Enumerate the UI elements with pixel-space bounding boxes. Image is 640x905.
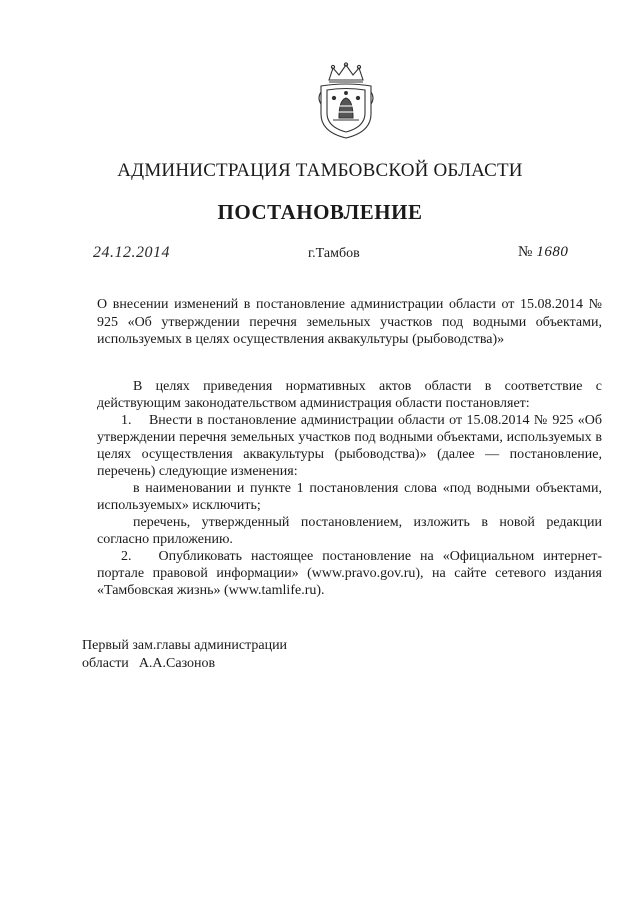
document-number-label: № — [518, 244, 533, 260]
signatory-position: Первый зам.главы администрации — [82, 638, 288, 653]
document-meta — [0, 244, 640, 266]
document-date: 24.12.2014 — [93, 244, 170, 261]
organization-name: АДМИНИСТРАЦИЯ ТАМБОВСКОЙ ОБЛАСТИ — [117, 160, 523, 181]
document-subject: О внесении изменений в постановление администрации области от 15.08.2014 № 925 «Об утверждении перечня земельных участков под водными объектами, используемых в целях осуществления аквакультуры (рыбоводства)» — [97, 297, 602, 347]
signatory-name: А.А.Сазонов — [138, 656, 216, 671]
document-body — [97, 378, 602, 599]
item-1-change-a: в наименовании и пункте 1 постановления слова «под водными объектами, используемых» исключить; — [97, 481, 602, 513]
document-number-value: 1680 — [536, 244, 569, 260]
tambov-coat-of-arms-icon — [315, 62, 377, 140]
signatory-position-cont: области — [82, 656, 129, 671]
document-number — [518, 244, 568, 261]
document-city: г.Тамбов — [308, 246, 360, 261]
preamble-paragraph: В целях приведения нормативных актов области в соответствие с действующим законодательством администрация области постановляет: — [97, 379, 602, 411]
item-1-change-b: перечень, утвержденный постановлением, изложить в новой редакции согласно приложению. — [97, 515, 602, 547]
item-1-paragraph: 1. Внести в постановление администрации области от 15.08.2014 № 925 «Об утверждении перечня земельных участков под водными объектами, используемых в целях осуществления аквакультуры (рыбоводства)» (далее — постановление, перечень) следующие изменения: — [97, 413, 602, 479]
document-type: ПОСТАНОВЛЕНИЕ — [217, 200, 423, 224]
signatory-line — [82, 655, 287, 673]
item-2-paragraph: 2. Опубликовать настоящее постановление на «Официальном интернет-портале правовой информации» (www.pravo.gov.ru), на сайте сетевого издания «Тамбовская жизнь» (www.tamlife.ru). — [97, 549, 602, 598]
signature-block — [82, 637, 287, 673]
